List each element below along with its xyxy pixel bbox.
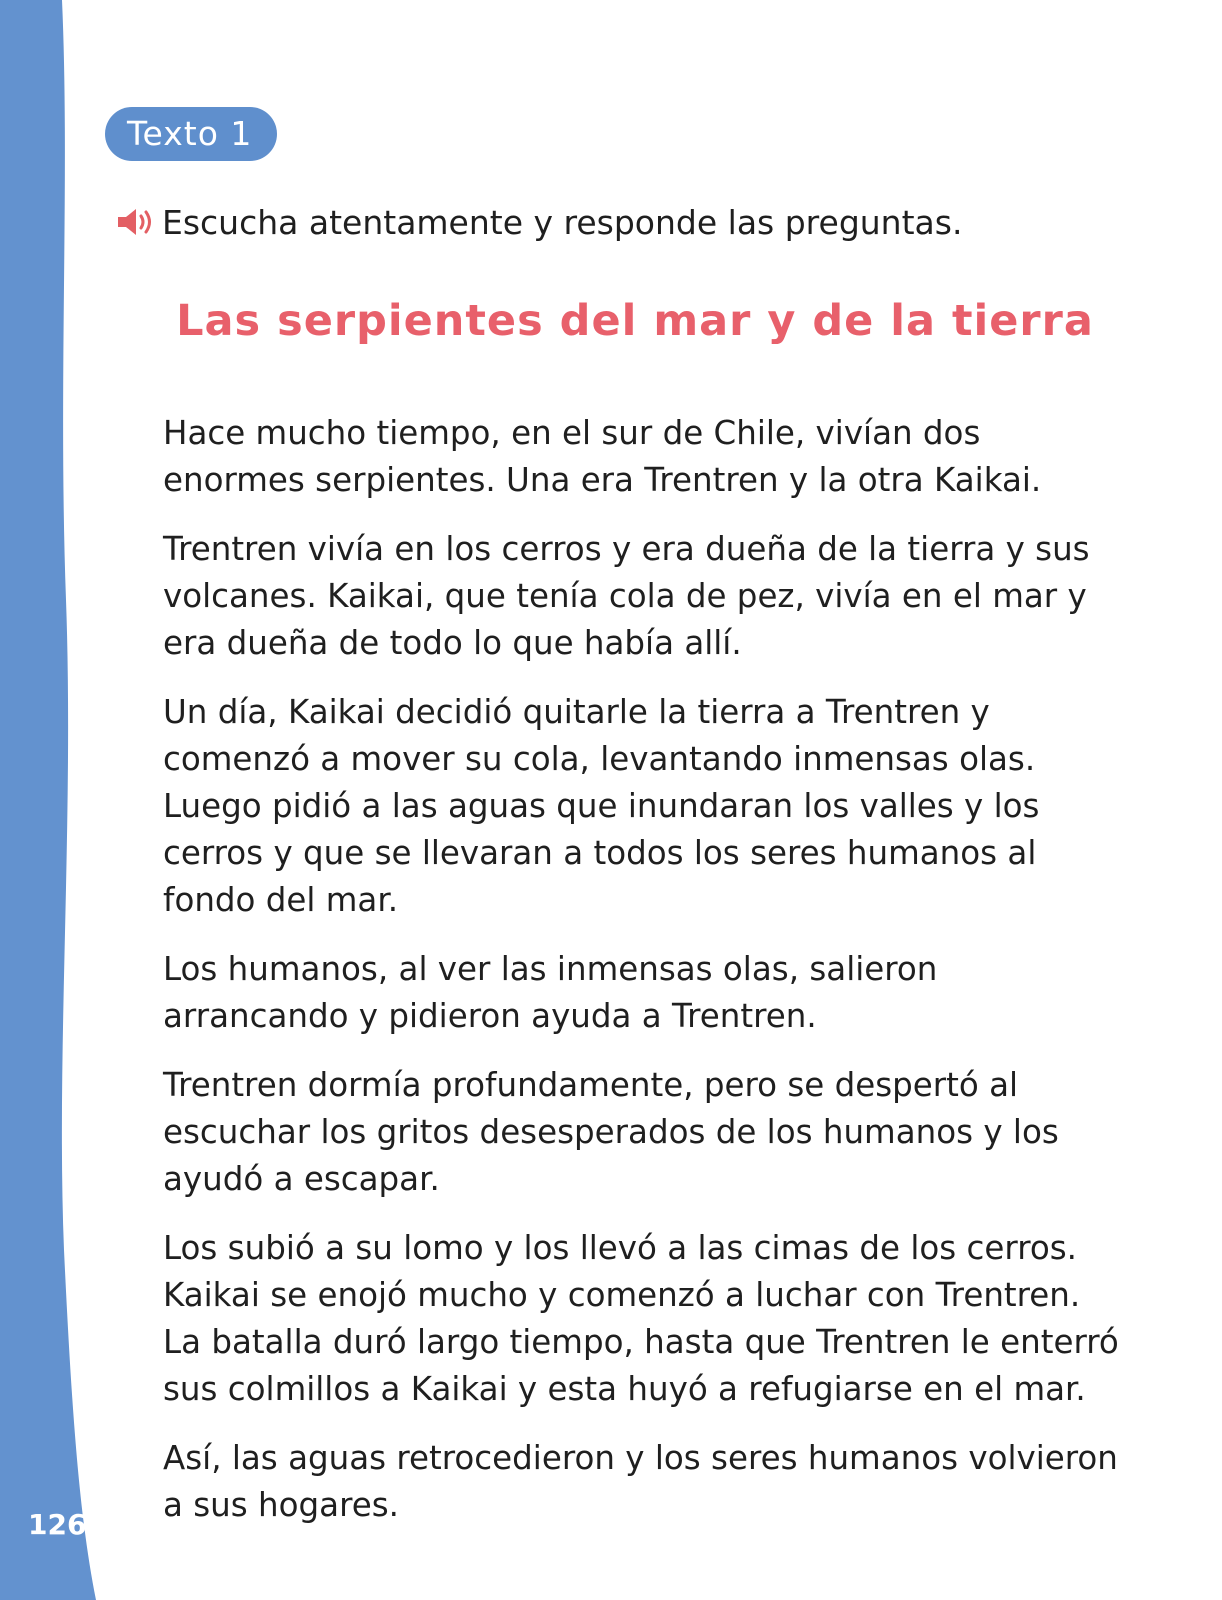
paragraph: Un día, Kaikai decidió quitarle la tierra a Trentren y comenzó a mover su cola, levantando inmensas olas. Luego pidió a las aguas que inundaran los valles y los cerros y que se llevaran a todos los seres humanos al fondo del mar. <box>163 693 1040 919</box>
side-band <box>0 0 110 1600</box>
paragraph: Trentren vivía en los cerros y era dueña de la tierra y sus volcanes. Kaikai, que tenía cola de pez, vivía en el mar y era dueña de todo lo que había allí. <box>163 530 1090 662</box>
page-number: 126 <box>28 1508 87 1541</box>
paragraph: Así, las aguas retrocedieron y los seres humanos volvieron a sus hogares. <box>163 1439 1118 1524</box>
story-body <box>163 410 1123 1551</box>
instruction <box>116 198 962 246</box>
paragraph: Trentren dormía profundamente, pero se despertó al escuchar los gritos desesperados de los humanos y los ayudó a escapar. <box>163 1066 1059 1198</box>
paragraph: Los subió a su lomo y los llevó a las cimas de los cerros. Kaikai se enojó mucho y comenzó a luchar con Trentren. La batalla duró largo tiempo, hasta que Trentren le enterró sus colmillos a Kaikai y esta huyó a refugiarse en el mar. <box>163 1229 1119 1408</box>
paragraph: Hace mucho tiempo, en el sur de Chile, vivían dos enormes serpientes. Una era Trentren y la otra Kaikai. <box>163 414 1042 499</box>
instruction-text: Escucha atentamente y responde las preguntas. <box>162 202 963 242</box>
text-label-badge: Texto 1 <box>105 107 277 161</box>
paragraph: Los humanos, al ver las inmensas olas, salieron arrancando y pidieron ayuda a Trentren. <box>163 950 938 1035</box>
story-title: Las serpientes del mar y de la tierra <box>176 296 1094 346</box>
speaker-icon[interactable] <box>116 206 156 238</box>
